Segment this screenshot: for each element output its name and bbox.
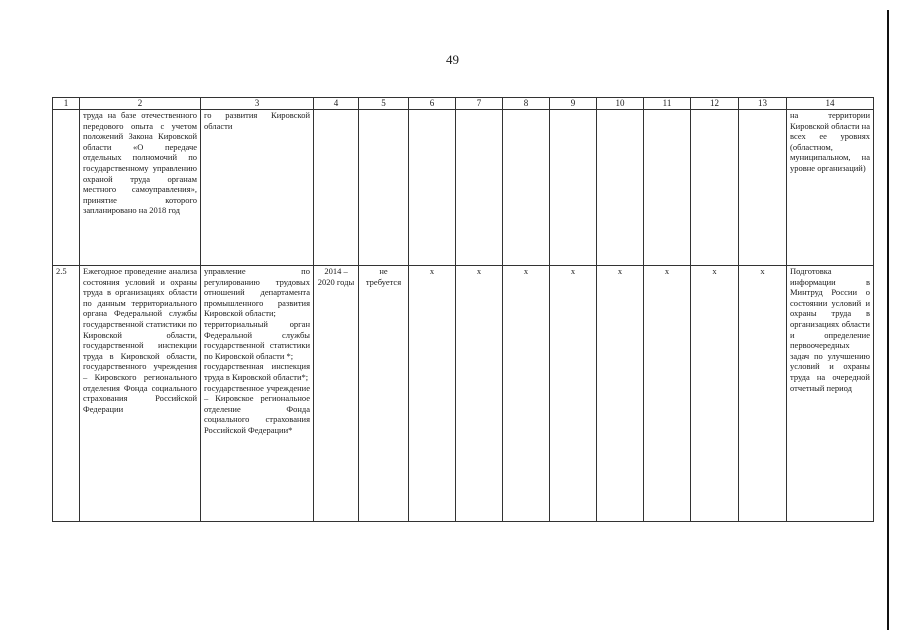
funding-cell: не требуется <box>359 266 409 522</box>
column-number-header: 5 <box>359 98 409 110</box>
column-number-header: 2 <box>80 98 201 110</box>
column-number-header: 3 <box>201 98 314 110</box>
value-cell: x <box>409 266 456 522</box>
value-cell: x <box>691 266 739 522</box>
value-cell <box>739 110 787 266</box>
value-cell: x <box>644 266 691 522</box>
executor-line: управление по регулированию трудовых отношений департамента промышленного развития Кировской области; <box>204 266 310 319</box>
column-number-header: 7 <box>456 98 503 110</box>
executor-line: территориальный орган Федеральной службы государственной статистики по Кировской области *; <box>204 318 310 361</box>
value-cell: x <box>503 266 550 522</box>
executor-line: государственная инспекция труда в Кировской области*; <box>204 361 310 382</box>
column-number-header: 8 <box>503 98 550 110</box>
value-cell <box>691 110 739 266</box>
value-cell <box>456 110 503 266</box>
table-header-row <box>53 98 874 110</box>
executor-line: государственное учреждение – Кировское региональное отделение Фонда социального страхования Российской Федерации* <box>204 382 310 435</box>
item-number-cell: 2.5 <box>53 266 80 522</box>
table-row <box>53 266 874 522</box>
column-number-header: 4 <box>314 98 359 110</box>
column-number-header: 1 <box>53 98 80 110</box>
term-cell <box>314 110 359 266</box>
column-number-header: 12 <box>691 98 739 110</box>
value-cell: x <box>739 266 787 522</box>
value-cell <box>503 110 550 266</box>
item-number-cell <box>53 110 80 266</box>
measure-description-cell: Ежегодное проведение анализа состояния условий и охраны труда в организациях области по данным территориального органа Федеральной службы государственной статистики по Кировской области, государственной инспекции труда в Кировской области, государственного учреждения – Кировского регионального отделения Фонда социального страхования Российской Федерации <box>80 266 201 522</box>
value-cell: x <box>597 266 644 522</box>
page-number: 49 <box>446 52 459 67</box>
column-number-header: 10 <box>597 98 644 110</box>
value-cell <box>409 110 456 266</box>
column-number-header: 14 <box>787 98 874 110</box>
table-row <box>53 110 874 266</box>
funding-cell <box>359 110 409 266</box>
value-cell <box>597 110 644 266</box>
measure-description-cell: труда на базе отечественного передового опыта с учетом положений Закона Кировской области «О передаче отдельных полномочий по государственному управлению охраной труда органам местного самоуправления», принятие которого запланировано на 2018 год <box>80 110 201 266</box>
value-cell <box>644 110 691 266</box>
expected-result-cell: Подготовка информации в Минтруд России о состоянии условий и охраны труда в организациях области и определение первоочередных задач по улучшению условий и охраны труда на очередной отчетный период <box>787 266 874 522</box>
column-number-header: 6 <box>409 98 456 110</box>
responsible-executor-cell: го развития Кировской области <box>201 110 314 266</box>
term-cell: 2014 – 2020 годы <box>314 266 359 522</box>
value-cell: x <box>456 266 503 522</box>
column-number-header: 13 <box>739 98 787 110</box>
page-edge-bar <box>887 10 889 630</box>
expected-result-cell: на территории Кировской области на всех ее уровнях (областном, муниципальном, на уровне организаций) <box>787 110 874 266</box>
column-number-header: 11 <box>644 98 691 110</box>
responsible-executor-cell <box>201 266 314 522</box>
document-table <box>52 97 874 522</box>
value-cell: x <box>550 266 597 522</box>
value-cell <box>550 110 597 266</box>
column-number-header: 9 <box>550 98 597 110</box>
